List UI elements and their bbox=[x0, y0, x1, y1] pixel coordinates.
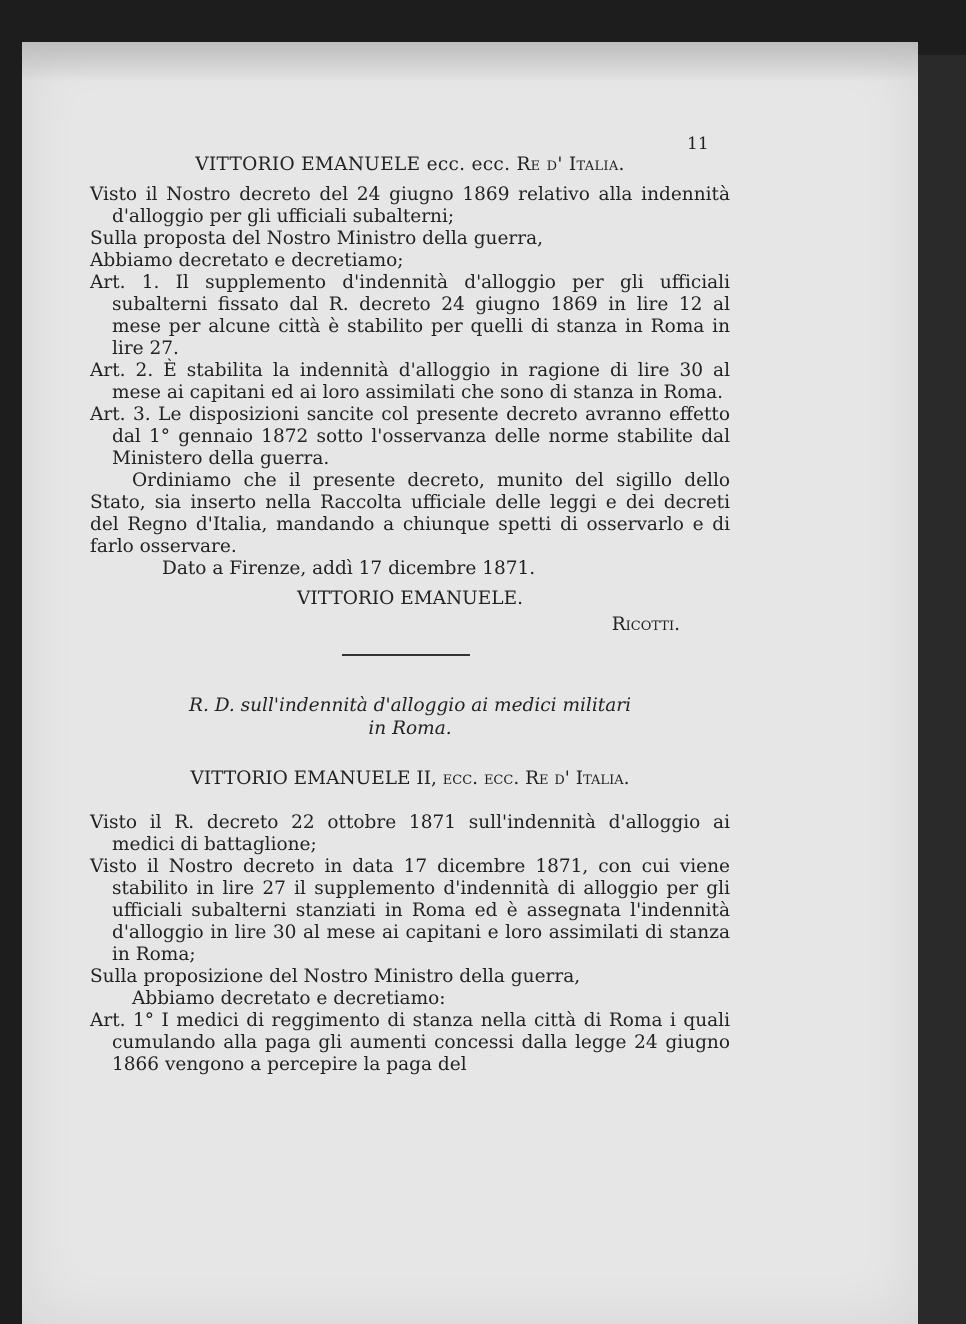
decree1-paragraph: Visto il Nostro decreto del 24 giugno 1869 relativo alla indennità d'alloggio per gli ufficiali subalterni; bbox=[90, 184, 730, 227]
page-number: 11 bbox=[687, 134, 709, 154]
decree1-article-1: Art. 1. Il supplemento d'indennità d'alloggio per gli ufficiali subalterni fissato dal R. decreto 24 giugno 1869 in lire 12 al mese per alcune città è stabilito per quelli di stanza in Roma in lire 27. bbox=[90, 272, 730, 359]
decree1-ordiniamo: Ordiniamo che il presente decreto, munito del sigillo dello Stato, sia inserto nella Raccolta ufficiale delle leggi e dei decreti del Regno d'Italia, mandando a chiunque spetti di osservarlo e di farlo osservare. bbox=[90, 470, 730, 557]
decree1-article-2: Art. 2. È stabilita la indennità d'alloggio in ragione di lire 30 al mese ai capitani ed ai loro assimilati che sono di stanza in Roma. bbox=[90, 360, 730, 403]
decree2-heading bbox=[90, 768, 730, 790]
decree1-heading bbox=[90, 154, 730, 176]
decree2-article-1: Art. 1° I medici di reggimento di stanza nella città di Roma i quali cumulando alla paga gli aumenti concessi dalla legge 24 giugno 1866 vengono a percepire la paga del bbox=[90, 1010, 730, 1075]
decree2-heading-main: VITTORIO EMANUELE II, bbox=[190, 768, 443, 789]
decree2-paragraph: Visto il Nostro decreto in data 17 dicembre 1871, con cui viene stabilito in lire 27 il supplemento d'indennità di alloggio per gli ufficiali subalterni stanziati in Roma ed è assegnata l'indennità d'alloggio in lire 30 al mese ai capitani e loro assimilati di stanza in Roma; bbox=[90, 856, 730, 965]
page-edge bbox=[918, 55, 966, 1324]
decree2-heading-title: ecc. ecc. Re d' Italia. bbox=[442, 768, 630, 789]
decree2-paragraph: Visto il R. decreto 22 ottobre 1871 sull'indennità d'alloggio ai medici di battaglione; bbox=[90, 812, 730, 855]
decree1-heading-title: Re d' Italia. bbox=[516, 154, 625, 175]
decree2-subtitle-line1: R. D. sull'indennità d'alloggio ai medici militari bbox=[189, 695, 631, 716]
decree1-date-place: Dato a Firenze, addì 17 dicembre 1871. bbox=[162, 558, 536, 579]
section-divider bbox=[342, 654, 470, 656]
decree2-abbiamo: Abbiamo decretato e decretiamo: bbox=[132, 988, 446, 1009]
minister-signature: Ricotti. bbox=[611, 614, 680, 635]
decree1-paragraph: Sulla proposta del Nostro Ministro della guerra, bbox=[90, 228, 543, 249]
decree2-subtitle bbox=[90, 694, 730, 740]
king-signature: VITTORIO EMANUELE. bbox=[297, 588, 523, 609]
document-body bbox=[90, 130, 730, 1076]
page-top-shadow bbox=[22, 42, 918, 82]
decree1-heading-main: VITTORIO EMANUELE ecc. ecc. bbox=[195, 154, 517, 175]
decree2-subtitle-line2: in Roma. bbox=[368, 718, 452, 739]
decree2-paragraph: Sulla proposizione del Nostro Ministro della guerra, bbox=[90, 966, 581, 987]
decree1-article-3: Art. 3. Le disposizioni sancite col presente decreto avranno effetto dal 1° gennaio 1872 sotto l'osservanza delle norme stabilite dal Ministero della guerra. bbox=[90, 404, 730, 469]
decree1-paragraph: Abbiamo decretato e decretiamo; bbox=[90, 250, 404, 271]
